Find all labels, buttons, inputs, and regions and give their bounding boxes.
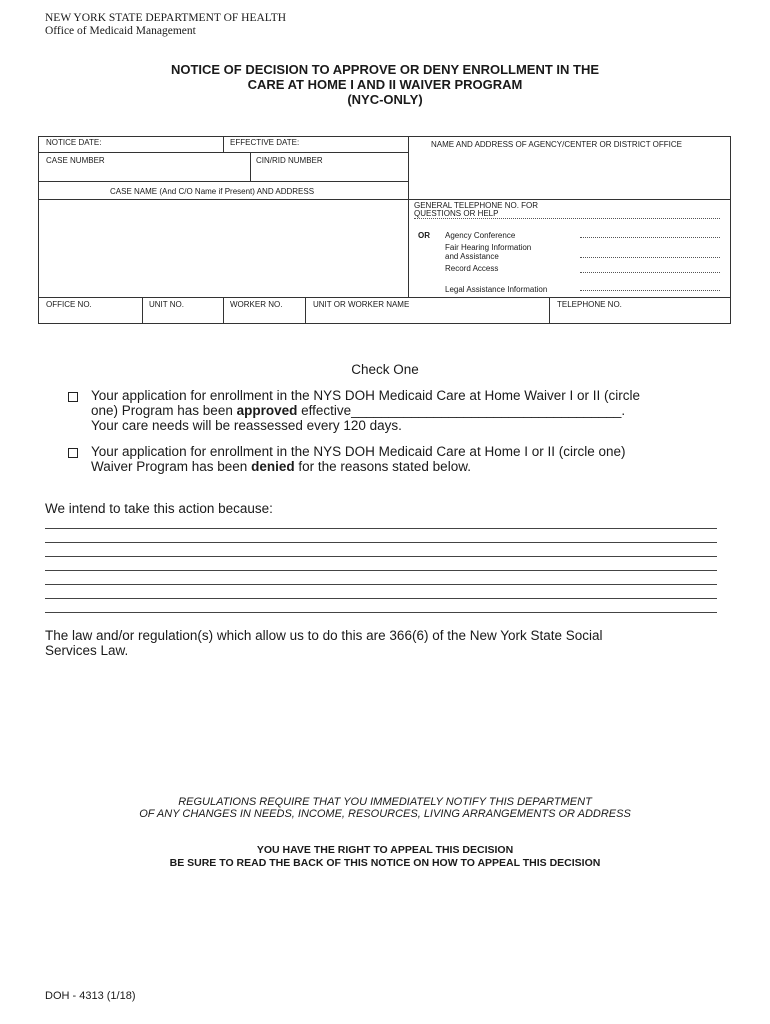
grid-line	[142, 297, 143, 324]
legal-assistance-blank[interactable]	[580, 290, 720, 291]
appeal-line-1: YOU HAVE THE RIGHT TO APPEAL THIS DECISION	[256, 844, 514, 856]
reason-line[interactable]	[45, 584, 717, 585]
denied-word: denied	[251, 459, 295, 474]
appeal-line-2: BE SURE TO READ THE BACK OF THIS NOTICE ON HOW TO APPEAL THIS DECISION	[169, 856, 601, 869]
grid-line	[250, 152, 251, 181]
notice-date-field[interactable]: NOTICE DATE:	[46, 138, 102, 147]
grid-line	[38, 181, 408, 182]
grid-line	[38, 152, 408, 153]
deny-line-1: Your application for enrollment in the NYS DOH Medicaid Care at Home I or II (circle one)	[91, 444, 626, 459]
fair-hearing-label-2: and Assistance	[445, 252, 499, 261]
reason-line[interactable]	[45, 528, 717, 529]
grid-line	[305, 297, 306, 324]
reason-line[interactable]	[45, 556, 717, 557]
grid-line	[549, 297, 550, 324]
page-title	[0, 62, 770, 107]
reason-line[interactable]	[45, 598, 717, 599]
reason-line[interactable]	[45, 570, 717, 571]
reason-line[interactable]	[45, 612, 717, 613]
grid-line	[38, 199, 408, 200]
cin-rid-field[interactable]: CIN/RID NUMBER	[256, 156, 323, 165]
law-line-2: Services Law.	[45, 643, 129, 658]
agency-address-field[interactable]: NAME AND ADDRESS OF AGENCY/CENTER OR DISTRICT OFFICE	[431, 140, 682, 149]
case-number-field[interactable]: CASE NUMBER	[46, 156, 105, 165]
office-no-field[interactable]: OFFICE NO.	[46, 300, 92, 309]
grid-line	[408, 199, 731, 200]
deny-option-text	[91, 444, 625, 474]
legal-assistance-label: Legal Assistance Information	[445, 285, 548, 294]
title-line-1: NOTICE OF DECISION TO APPROVE OR DENY ENROLLMENT IN THE	[170, 62, 600, 77]
agency-header	[45, 12, 286, 38]
general-phone-label-2: QUESTIONS OR HELP	[414, 209, 499, 218]
appeal-notice	[0, 844, 770, 869]
unit-worker-name-field[interactable]: UNIT OR WORKER NAME	[313, 300, 410, 309]
intend-label: We intend to take this action because:	[45, 501, 273, 516]
grid-line	[408, 136, 409, 297]
grid-line	[223, 136, 224, 152]
unit-no-field[interactable]: UNIT NO.	[149, 300, 184, 309]
or-label: OR	[418, 231, 430, 240]
case-name-address-field[interactable]: CASE NAME (And C/O Name if Present) AND ADDRESS	[110, 187, 315, 196]
grid-line	[223, 297, 224, 324]
telephone-no-field[interactable]: TELEPHONE NO.	[557, 300, 622, 309]
deny-checkbox[interactable]	[68, 448, 78, 458]
approve-option-text	[91, 388, 640, 433]
agency-conference-blank[interactable]	[580, 237, 720, 238]
title-line-3: (NYC-ONLY)	[347, 92, 423, 107]
approve-effective-blank[interactable]: effective____________________________________.	[297, 403, 626, 418]
form-number: DOH - 4313 (1/18)	[45, 990, 136, 1002]
deny-line-2	[91, 459, 625, 474]
worker-no-field[interactable]: WORKER NO.	[230, 300, 283, 309]
deny-line-2a: Waiver Program has been	[91, 459, 252, 474]
general-phone-blank[interactable]	[414, 218, 720, 219]
regulations-line-2: OF ANY CHANGES IN NEEDS, INCOME, RESOURCES, LIVING ARRANGEMENTS OR ADDRESS	[139, 808, 631, 820]
agency-name: NEW YORK STATE DEPARTMENT OF HEALTH	[45, 12, 287, 24]
fair-hearing-blank[interactable]	[580, 257, 720, 258]
fair-hearing-label: Fair Hearing Information	[445, 243, 532, 252]
approve-line-2a: one) Program has been	[91, 403, 237, 418]
approve-line-2	[91, 403, 640, 418]
record-access-blank[interactable]	[580, 272, 720, 273]
deny-line-2b: for the reasons stated below.	[294, 459, 471, 474]
general-phone-label: GENERAL TELEPHONE NO. FOR	[414, 201, 539, 210]
title-line-2: CARE AT HOME I AND II WAIVER PROGRAM	[247, 77, 523, 92]
reason-line[interactable]	[45, 542, 717, 543]
check-one-heading: Check One	[351, 362, 419, 377]
law-line-1: The law and/or regulation(s) which allow us to do this are 366(6) of the New York State Social	[45, 628, 603, 643]
approved-word: approved	[236, 403, 298, 418]
law-statement	[45, 628, 603, 658]
approve-line-3: Your care needs will be reassessed every 120 days.	[91, 418, 402, 433]
regulations-line-1: REGULATIONS REQUIRE THAT YOU IMMEDIATELY NOTIFY THIS DEPARTMENT	[178, 796, 592, 808]
agency-conference-label: Agency Conference	[445, 231, 516, 240]
effective-date-field[interactable]: EFFECTIVE DATE:	[230, 138, 300, 147]
office-name: Office of Medicaid Management	[45, 25, 196, 37]
notice-form-grid	[38, 136, 731, 324]
approve-line-1: Your application for enrollment in the NYS DOH Medicaid Care at Home Waiver I or II (circle	[91, 388, 640, 403]
regulations-notice	[0, 796, 770, 820]
record-access-label: Record Access	[445, 264, 499, 273]
approve-checkbox[interactable]	[68, 392, 78, 402]
